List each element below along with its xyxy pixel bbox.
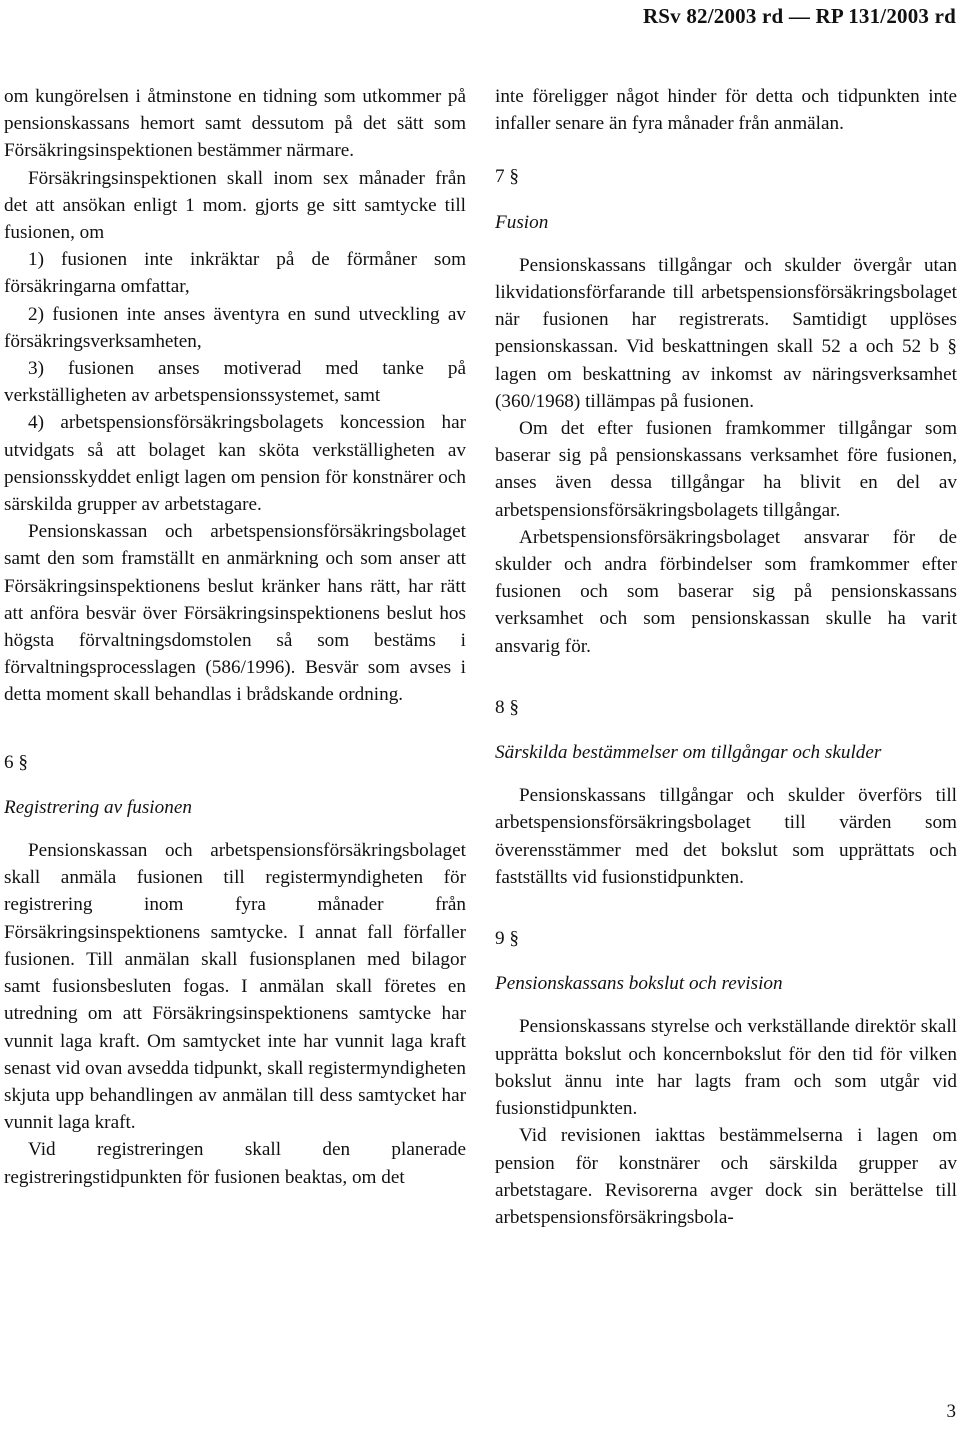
paragraph: Pensionskassan och arbetspensionsförsäkringsbolaget samt den som framställt en anmärkning och som anser att Försäkringsinspektionens beslut kränker hans rätt, har rätt att anföra besvär över Försäkringsinspektionens beslut hos högsta förvaltningsdomstolen så som bestäms i förvaltningsprocesslagen (586/1996). Besvär som avses i detta moment skall behandlas i brådskande ordning. xyxy=(4,521,466,706)
list-item: 4) arbetspensionsförsäkringsbolagets koncession har utvidgats så att bolaget kan sköta verkställigheten av pensionsskyddet enligt lagen om pension för konstnärer och särskilda grupper av arbetstagare. xyxy=(4,412,466,516)
paragraph: Pensionskassans tillgångar och skulder övergår utan likvidationsförfarande till arbetspensionsförsäkringsbolaget när fusionen har registrerats. Samtidigt upplöses pensionskassan. Vid beskattningen skall 52 a och 52 b § lagen om beskattning av inkomst av näringsverksamhet (360/1968) tillämpas på fusionen. xyxy=(495,254,957,412)
paragraph: Försäkringsinspektionen skall inom sex månader från det att ansökan enligt 1 mom. gjorts ge sitt samtycke till fusionen, om xyxy=(4,167,466,244)
section-number: 6 § xyxy=(4,751,28,773)
right-column xyxy=(495,83,957,1231)
paragraph: Vid revisionen iakttas bestämmelserna i lagen om pension för konstnärer och särskilda grupper av arbetstagare. Revisorerna avger dock sin berättelse till arbetspensionsförsäkringsbola- xyxy=(495,1125,957,1228)
section-title: Registrering av fusionen xyxy=(4,796,192,818)
list-item: 2) fusionen inte anses äventyra en sund utveckling av försäkringsverksamheten, xyxy=(4,303,466,352)
section-number: 7 § xyxy=(495,166,519,188)
paragraph: Vid registreringen skall den planerade registreringstidpunkten för fusionen beaktas, om det xyxy=(4,1139,466,1188)
paragraph: Pensionskassan och arbetspensionsförsäkringsbolaget skall anmäla fusionen till registermyndigheten för registrering inom fyra månader från Försäkringsinspektionens samtycke. I annat fall förfaller fusionen. Till anmälan skall fusionsplanen med bilagor samt fusionsbesluten fogas. I anmälan skall företes en utredning om att Försäkringsinspektionens samtycke har vunnit laga kraft. Om samtycket inte har vunnit laga kraft senast vid ovan avsedda tidpunkt, skall registermyndigheten skjuta upp behandlingen av anmälan till dess samtycket har vunnit laga kraft. xyxy=(4,840,466,1134)
list-item: 3) fusionen anses motiverad med tanke på verkställigheten av arbetspensionssystemet, samt xyxy=(4,358,466,407)
section-title: Fusion xyxy=(495,211,549,233)
paragraph: Pensionskassans tillgångar och skulder överförs till arbetspensionsförsäkringsbolaget till värden som överensstämmer med det bokslut som upprättats och fastställts vid fusionstidpunkten. xyxy=(495,785,957,888)
section-title: Pensionskassans bokslut och revision xyxy=(495,973,783,995)
section-title: Särskilda bestämmelser om tillgångar och skulder xyxy=(495,742,882,764)
paragraph: Om det efter fusionen framkommer tillgångar som baserar sig på pensionskassans verksamhet före fusionen, anses även dessa tillgångar ha blivit en del av arbetspensionsförsäkringsbolagets tillgångar. xyxy=(495,418,957,521)
list-item: 1) fusionen inte inkräktar på de förmåner som försäkringarna omfattar, xyxy=(4,249,466,298)
document-reference-header: RSv 82/2003 rd — RP 131/2003 rd xyxy=(642,4,956,28)
paragraph: Arbetspensionsförsäkringsbolaget ansvarar för de skulder och andra förbindelser som framkommer efter fusionen och som baserar sig på pensionskassans verksamhet och som pensionskassan skulle ha varit ansvarig för. xyxy=(495,526,957,657)
section-number: 8 § xyxy=(495,696,519,718)
left-column xyxy=(4,83,466,1191)
paragraph: inte föreligger något hinder för detta och tidpunkten inte infaller senare än fyra månader från anmälan. xyxy=(495,86,957,135)
page-number: 3 xyxy=(946,1401,956,1422)
section-number: 9 § xyxy=(495,928,519,950)
paragraph: Pensionskassans styrelse och verkställande direktör skall upprätta bokslut och koncernbokslut för den tid för vilken bokslut ännu inte har lagts fram och som utgår vid fusionstidpunkten. xyxy=(495,1016,957,1120)
paragraph: om kungörelsen i åtminstone en tidning som utkommer på pensionskassans hemort samt dessutom på det sätt som Försäkringsinspektionen bestämmer närmare. xyxy=(4,86,466,162)
